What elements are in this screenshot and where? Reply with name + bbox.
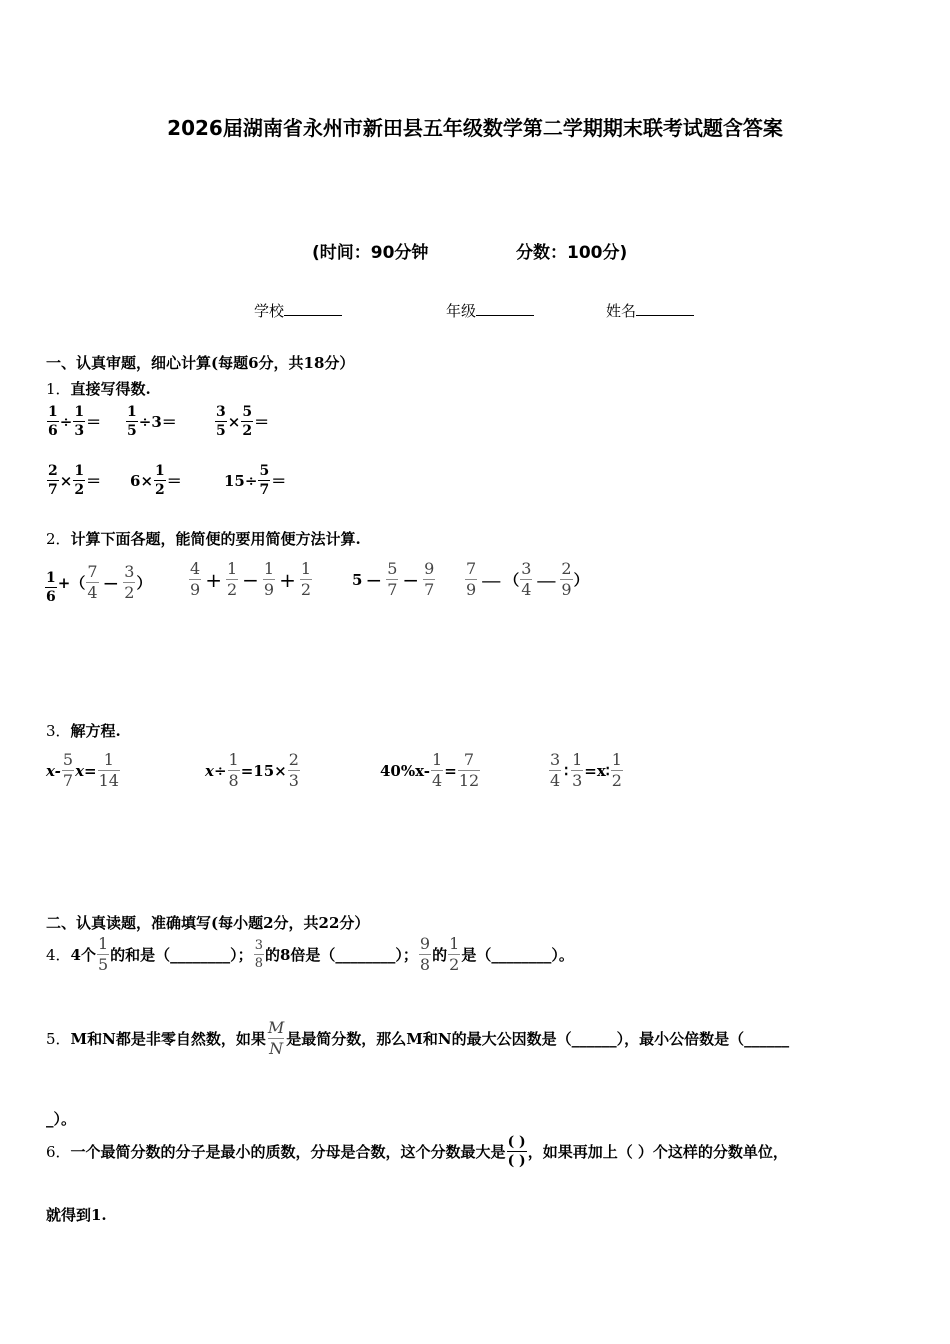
section1-heading: 一、认真审题，细心计算(每题6分，共18分） [46, 354, 355, 372]
school-field[interactable] [254, 300, 342, 321]
fraction: $\frac{9}{7}$ [424, 559, 435, 599]
fraction: 1 2 [449, 934, 460, 974]
fraction: $\frac{5}{2}$ [242, 404, 253, 439]
grade-label: 年级 [446, 302, 477, 320]
question-1: 1．直接写得数. [46, 380, 151, 398]
fraction: 3 4 [521, 559, 532, 599]
question-6-cont: 就得到1. [46, 1206, 107, 1224]
fraction: $\frac{7}{12}$ [458, 750, 480, 790]
fraction: $\frac{3}{2}$ [124, 562, 135, 602]
q3-eq-1: x- 5 7 x= $\frac{1}{14}$ [46, 750, 119, 790]
question-5: 5． M和N都是非零自然数，如果 M N 是最简分数，那么M和N的最大公因数是（______），最小公倍数是（______ [46, 1018, 790, 1058]
q1-expr-3: $\frac{3}{5}$ × $\frac{5}{2}$ ＝ [216, 404, 270, 439]
fraction: 4 9 [190, 559, 201, 599]
q2-expr-3: 5 − $\frac{5}{7}$ − $\frac{9}{7}$ [352, 559, 435, 599]
q3-eq-4: 3 4 ∶ $\frac{1}{3}$ =x∶ 1 2 [550, 750, 622, 790]
q1-expr-1: $\frac{1}{6}$ ÷ $\frac{1}{3}$ ＝ [48, 404, 102, 439]
fraction: $\frac{1}{3}$ [572, 750, 583, 790]
name-label: 姓名 [606, 302, 637, 320]
fraction: 3 4 [550, 750, 561, 790]
fraction: 3 8 [254, 938, 263, 971]
page-title: 2026届湖南省永州市新田县五年级数学第二学期期末联考试题含答案 [167, 116, 783, 140]
fraction: 2 9 [561, 559, 572, 599]
fraction: $\frac{5}{7}$ [259, 463, 270, 498]
section2-heading: 二、认真读题，准确填写(每小题2分，共22分） [46, 914, 370, 932]
exam-time: (时间：90分钟 [312, 243, 429, 263]
q3-eq-2: x÷ $\frac{1}{8}$ =15× $\frac{2}{3}$ [205, 750, 299, 790]
fraction: $\frac{1}{2}$ [226, 559, 238, 599]
fraction: 7 9 [466, 559, 477, 599]
q1-expr-6: 15 ÷ $\frac{5}{7}$ ＝ [224, 463, 287, 498]
q2-expr-1: 1 6 + （ 7 4 − $\frac{3}{2}$ ） [46, 562, 152, 605]
fraction: $\frac{1}{9}$ [263, 559, 275, 599]
question-4: 4． 4个 1 5 的和是（________）； 3 8 的8倍是（________）； 9 8 的 1 2 是（________）。 [46, 934, 574, 974]
fraction: $\frac{1}{8}$ [228, 750, 239, 790]
question-6: 6． 一个最简分数的分子是最小的质数，分母是合数，这个分数最大是 ( ) ( ) ，如果再加上（ ）个这样的分数单位， [46, 1134, 788, 1169]
fraction: $\frac{1}{3}$ [74, 404, 85, 439]
q3-eq-3: 40%x- $\frac{1}{4}$ = $\frac{7}{12}$ [380, 750, 480, 790]
question-5-cont: _）。 [46, 1110, 77, 1128]
fraction: $\frac{1}{2}$ [74, 463, 85, 498]
fraction: $\frac{1}{14}$ [98, 750, 119, 790]
fraction: $\frac{5}{7}$ [387, 559, 398, 599]
blank-fraction: ( ) ( ) [507, 1134, 526, 1169]
fraction: 5 7 [62, 750, 74, 790]
q1-expr-5: 6 × $\frac{1}{2}$ ＝ [130, 463, 182, 498]
fraction: $\frac{2}{3}$ [288, 750, 299, 790]
name-field[interactable] [606, 300, 694, 321]
question-2: 2．计算下面各题，能简便的要用简便方法计算. [46, 530, 361, 548]
exam-score: 分数：100分) [516, 243, 628, 263]
fraction: $\frac{2}{7}$ [48, 463, 58, 498]
fraction: 1 5 [97, 934, 109, 974]
fraction: 1 2 [611, 750, 622, 790]
fraction: 1 6 [46, 570, 56, 605]
fraction: $\frac{1}{4}$ [432, 750, 443, 790]
fraction: $\frac{1}{6}$ [48, 404, 58, 439]
fraction: $\frac{1}{2}$ [300, 559, 312, 599]
fraction: 9 8 [419, 934, 431, 974]
grade-field[interactable] [446, 300, 534, 321]
fraction: M N [267, 1018, 285, 1058]
question-3: 3．解方程. [46, 722, 121, 740]
fraction: $\frac{1}{2}$ [155, 463, 165, 498]
q2-expr-2: 4 9 + $\frac{1}{2}$ − $\frac{1}{9}$ + $\frac{1}{2}$ [190, 559, 312, 599]
fraction: $\frac{1}{5}$ [127, 404, 137, 439]
q1-expr-2: $\frac{1}{5}$ ÷ 3 ＝ [127, 404, 177, 439]
school-label: 学校 [254, 302, 285, 320]
fraction: $\frac{3}{5}$ [216, 404, 226, 439]
fraction: 7 4 [87, 562, 98, 602]
q1-expr-4: $\frac{2}{7}$ × $\frac{1}{2}$ ＝ [48, 463, 102, 498]
q2-expr-4: 7 9 — （ 3 4 — 2 9 ） [466, 559, 589, 599]
